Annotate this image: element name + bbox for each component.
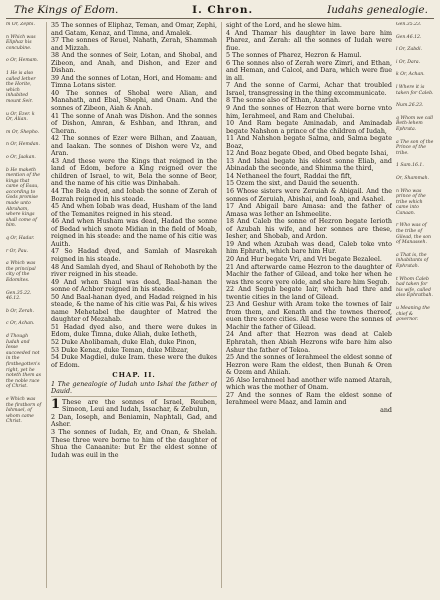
margin-note: Gen.46.12. [396,34,422,40]
margin-note: i Or, Dara. [396,59,421,65]
margin-note: t Whom Caleb had taken for his wife, called also Ephrathah. [396,276,433,299]
margin-note: 1 He is also called Iether the Horite, which inhabited mount Seir. [6,70,36,104]
running-head-right: Iudahs genealogie. [327,4,428,16]
verse: 15 Ozem the sixt, and Dauid the seuenth. [226,180,360,188]
verse: 35 The sonnes of Eliphaz, Teman, and Omar, Zephi, and Gatam, Kenaz, and Timna, and Amalek. [51,22,217,37]
margin-note: a The son of the Prince of the tribe. [396,139,434,156]
verse: 14 Nethaneel the fourt, Raddai the fift, [226,172,352,180]
verse: 3 The sonnes of Iudah, Er, and Onan, & Shelah. These three were borne to him of the daughter of Shua the Canaanite: but Er the eldest sonne of Iudah was euil in the [51,428,217,459]
verse: 5 The sonnes of Pharez, Hezron & Hamul. [226,52,362,60]
verse: 48 And Samlah dyed, and Shaul of Rehoboth by the river reigned in his steade. [51,263,217,279]
verse: 20 And Hur begate Vri, and Vri begate Bezaleel. [226,255,382,263]
verse: 27 And the sonnes of Ram the eldest sonne of Ierahmeel were Maaz, and Iamin and [226,391,392,407]
verse: 37 The sonnes of Reuel, Nahath, Zerah, Shammah and Mizzah. [51,37,217,52]
verse: 44 The Bela dyed, and Iobab the sonne of Zerah of Bozrah reigned in his steade. [51,188,217,203]
verse: 50 And Baal-hanan dyed, and Hadad reigned in his steade, & the name of his citie was Pai, & his wives name Mehetabel the daughter of Matred the daughter of Mezahab. [51,293,217,324]
verse: 23 And Geshur with Aram toke the townes of Iair from them, and Kenath and the townes thereof, euen thre score cities. All these were the sonnes of Machir the father of Gilead. [226,301,392,331]
verse: 25 And the sonnes of Ierahmeel the eldest sonne of Hezron were Ram the eldest, then Bunah & Oren & Ozem and Ahiiah. [226,354,392,377]
verse: 41 The sonne of Anah was Dishon. And the sonnes of Dishon, Amran, & Eshban, and Ithran, and Cheran. [51,112,217,135]
verse: 51 Hadad dyed also, and there were dukes in Edom, duke Timna, duke Aliah, duke Ietheth, [51,323,217,339]
running-head [6,4,434,19]
margin-note: c Or, Achan. [6,321,35,327]
verse: 43 And these were the Kings that reigned in the land of Edom, before a King reigned over the children of Israel, to wit, Bela the sonne of Beor, and the name of his citie was Dinhabah. [51,157,217,188]
verse: 54 Duke Magdiel, duke Iram. these were the dukes of Edom. [51,354,217,369]
margin-note: b He maketh mention of the kings that came of Esau, according to Gods promise made unto Abraham, where kings shall come of him. [6,167,40,229]
verse: sight of the Lord, and he slewe him. [226,22,342,29]
margin-note: b Or, Zerah. [6,308,35,314]
margin-note: d Though Iudah and Iesse succeeded not in the firstbegotten's right, yet he noteth them as the noble race of Christ. [6,333,41,390]
margin-note: q Whom we call Beth-lehem Ephrata. [396,115,434,132]
verse: 52 Duke Aholibamah, duke Elah, duke Pinon, [51,338,197,346]
verse: 21 And afterwarde came Hezron to the daughter of Machir the father of Gilead, and toke her when he was thre score yere olde, and she bare him Segub. [226,263,392,286]
verse: 6 The sonnes also of Zerah were Zimri, and Ethan, and Heman, and Calcol, and Dara, which were fiue in all. [226,59,392,82]
verse: 38 And the sonnes of Seir, Lotan, and Shobal, and Zibeon, and Anah, and Dishon, and Ezer and Dishan. [51,52,217,75]
margin-note: m Or, Zephi. [6,22,35,27]
verse: 4 And Thamar his daughter in lawe bare him Pharez, and Zerah: all the sonnes of Iudah were fiue. [226,29,392,52]
chapter-argument: 1 The genealogie of Iudah unto Ishai the father of Dauid. [51,380,217,396]
margin-note: l Where it is taken for Caleb. [396,84,434,96]
margin-note: q Or, Hadar. [6,236,35,242]
margin-note: Gen.35.23. [396,22,422,27]
verse: 42 The sonnes of Ezer were Bilhan, and Zaauan, and Iaakan. The sonnes of Dishon were Vz, and Aran. [51,135,217,158]
margin-note: k Or, Achan. [396,72,425,78]
verse: 46 And when Husham was dead, Hadad the sonne of Bedad which smote Midian in the field of Moab, reigned in his steade: and the name of his citie was Auith. [51,218,217,248]
margin-note: o Or, Hemam. [6,58,39,64]
verse: 22 And Segub begate Iair, which had thre and twentie cities in the land of Gilead. [226,286,392,301]
margin-note: r Or, Pau. [6,248,29,254]
right-margin-notes [396,22,434,588]
verse: 10 And Ram begate Aminadab, and Aminadab begate Nahshon a prince of the children of Iudah, [226,120,392,135]
verse: 11 And Nahshon begate Salma, and Salma begate Boaz, [226,135,392,150]
verse: 24 And after that Hezron was dead at Caleb Ephratah, then Abiah Hezrons wife bare him also Ashur the father of Tekoa. [226,331,392,354]
margin-note: o Or, Jaakan. [6,154,36,160]
verse: 40 The sonnes of Shobal were Alian, and Manahath, and Ebal, Shephi, and Onam. And the sonnes of Zibeon, Aiah & Anah. [51,89,217,113]
margin-note: m Or, Shepho. [6,129,40,135]
verse: 47 So Hadad dyed, and Samlah of Masrekah reigned in his steade. [51,248,217,263]
margin-note: u Or, Ezer. k Or, Alian. [6,111,35,123]
verse: 19 And when Azubah was dead, Caleb toke vnto him Ephrath, which bare him Hur. [226,240,392,256]
margin-note: l Or, Zabdi. [396,47,423,53]
margin-note: n Or, Hemdan. [6,142,40,148]
verse: 18 And Caleb the sonne of Hezron begate Ierioth of Azubah his wife, and her sonnes are these, Iesher, and Shobab, and Ardon. [226,218,392,241]
verse: 16 Whose sisters were Zeruiah & Abigail. And the sonnes of Zeruiah, Abishai, and Ioab, and Asahel. [226,188,392,203]
verse: 1These are the sonnes of Israel, Reuben, Simeon, Leui and Iudah, Issachar, & Zebulun, [51,396,217,414]
verse: 7 And the sonne of Carmi, Achar that troubled Israel, transgressing in the thing excommunicate. [226,82,392,97]
verse: 39 And the sonnes of Lotan, Hori, and Homam: and Timna Lotans sister. [51,74,217,90]
verse: 12 And Boaz begate Obed, and Obed begate Ishai, [226,150,389,158]
verse: 9 And the sonnes of Hezron that were borne vnto him, Ierahmeel, and Ram and Chelubai. [226,105,392,120]
margin-note: 1 Sam.16.1. [396,163,424,169]
chapter-heading: CHAP. II. [112,371,156,380]
text-column-right [221,22,392,588]
verse: 13 And Ishai begate his eldest sonne Eliab, and Abinadab the seconde, and Shimma the third, [226,157,392,173]
page-body [6,22,434,588]
text-column-left [46,22,217,588]
margin-note: a Which was the principal city of the Edomites. [6,261,36,283]
verse: 26 Also Ierahmeel had another wife named Atarah, which was the mother of Onam. [226,376,392,392]
left-margin-notes [6,22,42,588]
running-head-center: I. Chron. [192,4,254,16]
margin-note: Or, Shammah. [396,175,430,181]
verse: 8 The sonne also of Ethan, Azariah. [226,97,341,105]
margin-note: a That is, the inhabitants of Ephratah. [396,252,429,270]
margin-note: n Which was Eliphaz his concubine. [6,34,36,51]
margin-note: u Meaning the chief & governor. [396,306,430,323]
verse: 2 Dan, Ioseph, and Beniamin, Naphtali, Gad, and Asher. [51,413,217,429]
margin-note: r Who was of the tribe of Gilead, the son of Manasseh. [396,223,431,246]
margin-note: Num.26.23. [396,103,424,109]
verse: 49 And when Shaul was dead, Baal-hanan the sonne of Achbor reigned in his steade. [51,278,217,294]
margin-note: e Which was the firstborn of Ishmael, of whom came Christ. [6,396,42,425]
margin-note: n Who was prince of the tribe which came into Canaan. [396,188,426,216]
verse: 45 And when Iobab was dead, Husham of the land of the Temanites reigned in his stead. [51,203,217,218]
catchword: and [380,406,392,414]
verse: 53 Duke Kenaz, duke Teman, duke Mibzar, [51,346,189,354]
margin-note: Gen.35.22. 46.12. [6,290,32,302]
verse: 17 And Abigail bare Amasa: and the father of Amasa was Iether an Ishmeelite. [226,203,392,218]
running-head-left: The Kings of Edom. [14,4,119,16]
